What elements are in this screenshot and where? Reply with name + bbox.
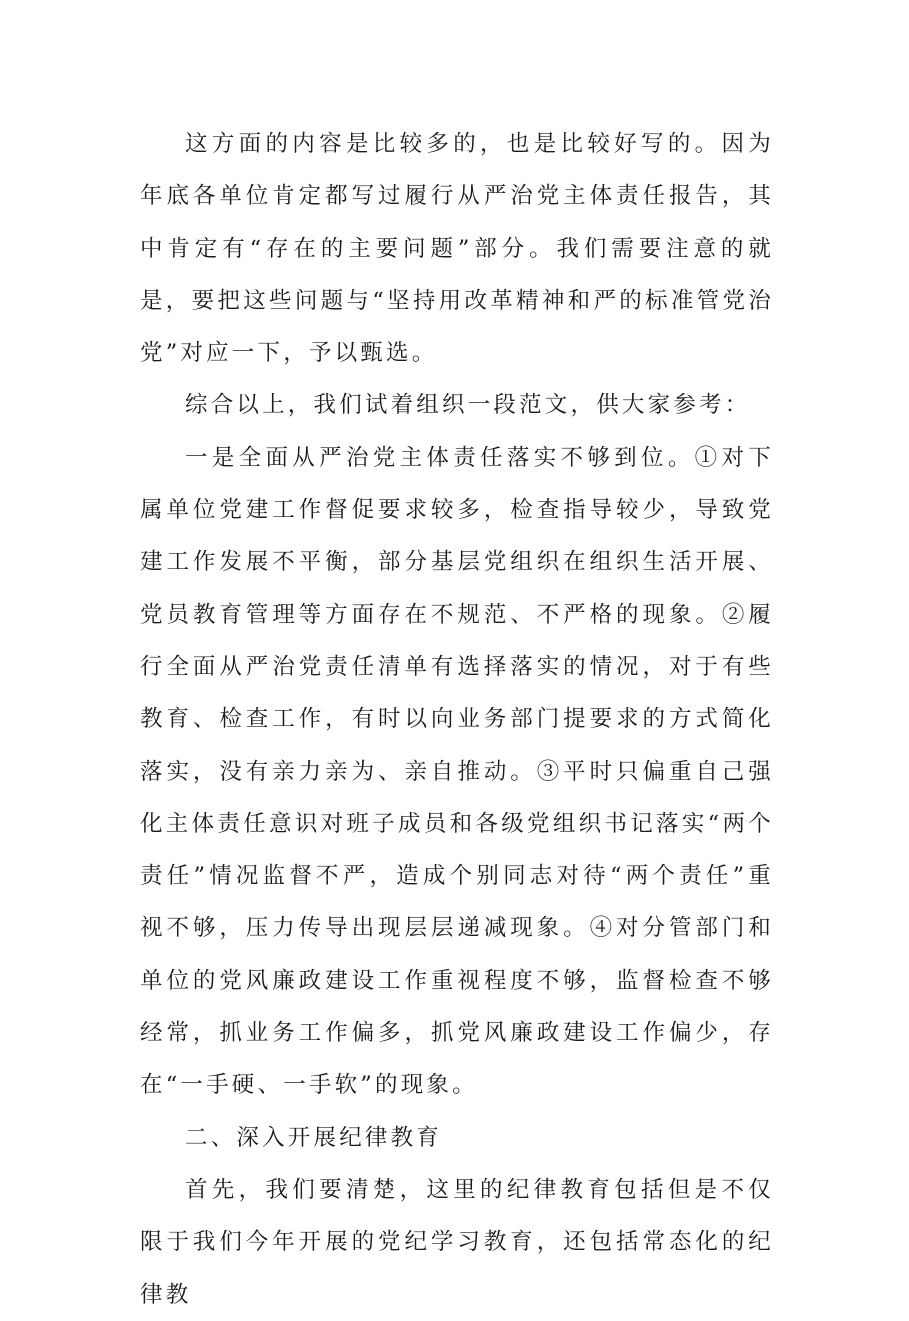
paragraph-discipline-education: 首先，我们要清楚，这里的纪律教育包括但是不仅限于我们今年开展的党纪学习教育，还包括常态化的纪律教: [140, 1176, 774, 1308]
paragraph-sample-text: 一是全面从严治党主体责任落实不够到位。①对下属单位党建工作督促要求较多，检查指导较少，导致党建工作发展不平衡，部分基层党组织在组织生活开展、党员教育管理等方面存在不规范、不严格的现象。②履行全面从严治党责任清单有选择落实的情况，对于有些教育、检查工作，有时以向业务部门提要求的方式简化落实，没有亲力亲为、亲自推动。③平时只偏重自己强化主体责任意识对班子成员和各级党组织书记落实“两个责任”情况监督不严，造成个别同志对待“两个责任”重视不够，压力传导出现层层递减现象。④对分管部门和单位的党风廉政建设工作重视程度不够，监督检查不够经常，抓业务工作偏多，抓党风廉政建设工作偏少，存在“一手硬、一手软”的现象。: [140, 444, 774, 1099]
paragraph-summary: 综合以上，我们试着组织一段范文，供大家参考：: [185, 392, 751, 419]
document-body: [140, 118, 774, 1321]
section-heading-discipline-education: 二、深入开展纪律教育: [185, 1124, 443, 1151]
paragraph-intro: 这方面的内容是比较多的，也是比较好写的。因为年底各单位肯定都写过履行从严治党主体责任报告，其中肯定有“存在的主要问题”部分。我们需要注意的就是，要把这些问题与“坚持用改革精神和严的标准管党治党”对应一下，予以甄选。: [140, 131, 774, 367]
